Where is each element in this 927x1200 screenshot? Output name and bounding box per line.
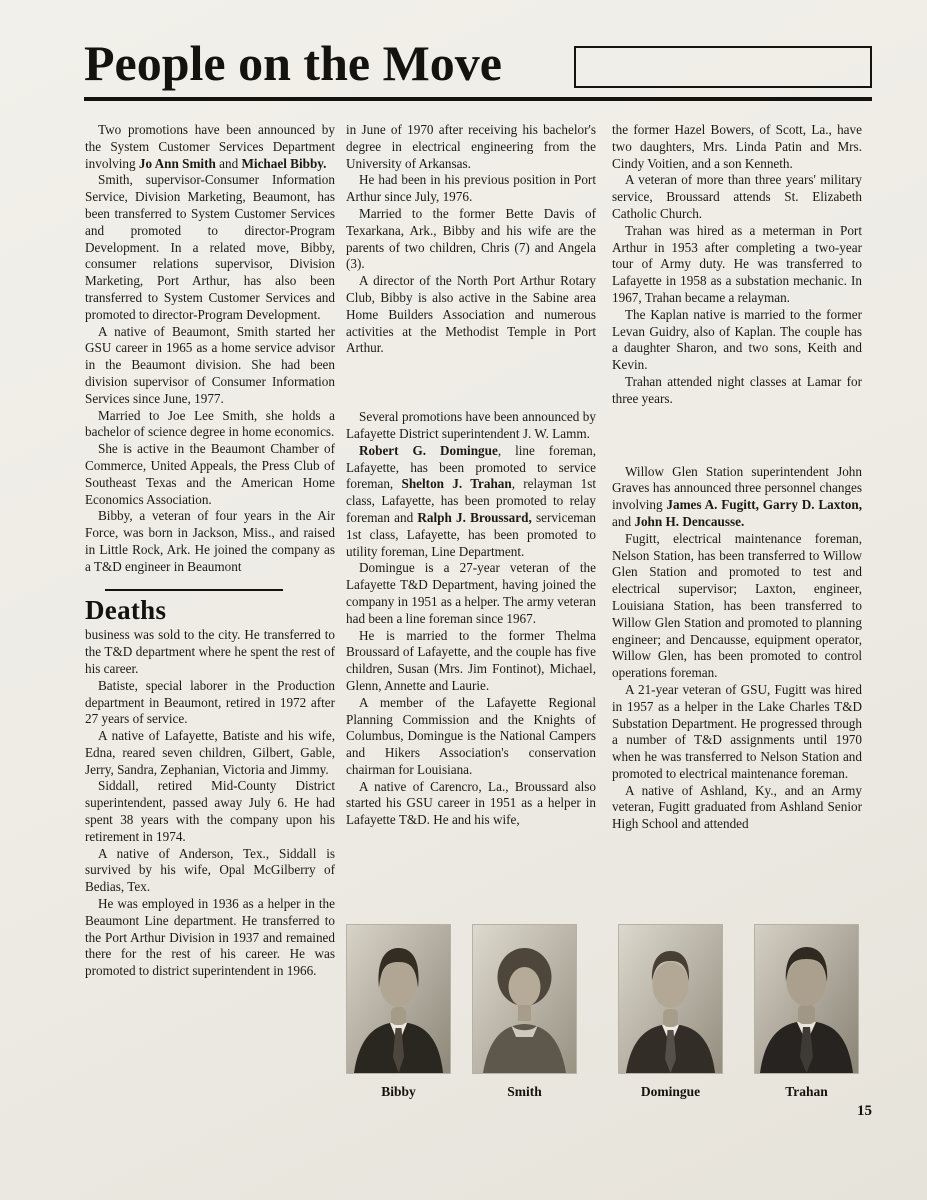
paragraph: Robert G. Domingue, line foreman, Lafayette, has been promoted to service foreman, Shelton J. Trahan, relayman 1st class, Lafayette, has been promoted to relay foreman and Ralph J. Broussard, serviceman 1st class, Lafayette, has been promoted to utility foreman, Line Department. <box>346 442 596 559</box>
paragraph: A native of Beaumont, Smith started her GSU career in 1965 as a home service advisor in the Beaumont division. She had been division supervisor of Consumer Information Services since June, 1977. <box>85 323 335 406</box>
page-number: 15 <box>857 1103 872 1119</box>
paragraph: The Kaplan native is married to the former Levan Guidry, also of Kaplan. The couple has a daughter Sharon, and two sons, Keith and Kevin. <box>612 306 862 373</box>
photo-domingue <box>619 925 722 1100</box>
masthead-rule <box>84 97 872 101</box>
photo-caption-domingue: Domingue <box>640 1084 701 1099</box>
paragraph: A native of Carencro, La., Broussard also started his GSU career in 1951 as a helper in Lafayette T&D. He and his wife, <box>346 778 596 828</box>
paragraph: business was sold to the city. He transferred to the T&D department where he spent the rest of his career. <box>85 627 335 676</box>
column-spacer <box>612 408 862 464</box>
paragraph: She is active in the Beaumont Chamber of Commerce, United Appeals, the Press Club of Southeast Texas and the American Home Economics Association. <box>85 441 335 507</box>
paragraph: in June of 1970 after receiving his bachelor's degree in electrical engineering from the University of Arkansas. <box>346 122 596 171</box>
paragraph: Batiste, special laborer in the Production department in Beaumont, retired in 1972 after 27 years of service. <box>85 677 335 727</box>
paragraph: Domingue is a 27-year veteran of the Lafayette T&D Department, having joined the company in 1951 as a helper. The army veteran had been a line foreman since 1967. <box>346 560 596 626</box>
paragraph: Married to Joe Lee Smith, she holds a bachelor of science degree in home economics. <box>85 407 335 440</box>
paragraph: Fugitt, electrical maintenance foreman, Nelson Station, has been transferred to Willow Glen Station and promoted to test and electrical supervisor; Laxton, engineer, Louisiana Station, has been transferred to Willow Glen Station and promoted to planning engineer; and Dencausse, equipment operator, Willow Glen, has been promoted to control operations foreman. <box>612 530 862 681</box>
paragraph: A native of Lafayette, Batiste and his wife, Edna, reared seven children, Gilbert, Gable, Jerry, Sandra, Zephanian, Victoria and Jimmy. <box>85 728 335 777</box>
paragraph: Willow Glen Station superintendent John Graves has announced three personnel changes involving James A. Fugitt, Garry D. Laxton, and John H. Dencausse. <box>612 463 862 529</box>
photo-caption-trahan: Trahan <box>785 1084 828 1099</box>
portrait-smith-image <box>473 925 576 1073</box>
paragraph: He was employed in 1936 as a helper in the Beaumont Line department. He transferred to the Port Arthur Division in 1937 and remained there for the rest of his career. He was promoted to district superintendent in 1966. <box>85 896 335 979</box>
deaths-heading: Deaths <box>85 594 167 625</box>
paragraph: Trahan attended night classes at Lamar for three years. <box>612 373 862 406</box>
section-divider <box>105 589 283 591</box>
photo-caption-bibby: Bibby <box>381 1084 416 1099</box>
paragraph: A veteran of more than three years' military service, Broussard attends St. Elizabeth Catholic Church. <box>612 172 862 221</box>
portrait-bibby-image <box>347 925 450 1073</box>
portrait-domingue-image <box>619 925 722 1073</box>
paragraph: Siddall, retired Mid-County District superintendent, passed away July 6. He had spent 38 years with the company upon his retirement in 1974. <box>85 778 335 844</box>
page-title: People on the Move <box>84 35 502 91</box>
portrait-trahan-image <box>755 925 858 1073</box>
paragraph: A member of the Lafayette Regional Planning Commission and the Knights of Columbus, Domingue is the National Campers and Hikers Association's conservation chairman for Louisiana. <box>346 694 596 777</box>
paragraph: A native of Ashland, Ky., and an Army veteran, Fugitt graduated from Ashland Senior High School and attended <box>612 782 862 832</box>
text-column-1 <box>85 122 335 980</box>
paragraph: Married to the former Bette Davis of Texarkana, Ark., Bibby and his wife are the parents of two children, Chris (7) and Angela (3). <box>346 205 596 272</box>
paragraph: A 21-year veteran of GSU, Fugitt was hired in 1957 as a helper in the Lake Charles T&D Substation Department. He progressed through a number of T&D assignments until 1970 when he was transferred to Nelson Station and promoted to electrical maintenance foreman. <box>612 681 862 781</box>
paragraph: the former Hazel Bowers, of Scott, La., have two daughters, Mrs. Linda Patin and Mrs. Cindy Voitien, and a son Kenneth. <box>612 122 862 171</box>
paragraph: Bibby, a veteran of four years in the Air Force, was born in Jackson, Miss., and raised in Little Rock, Ark. He joined the company as a T&D engineer in Beaumont <box>85 508 335 574</box>
paragraph: He is married to the former Thelma Broussard of Lafayette, and the couple has five children, Susan (Mrs. Jim Fontinot), Michael, Glenn, Annette and Laurie. <box>346 627 596 693</box>
photo-bibby <box>347 925 450 1100</box>
column-spacer <box>346 357 596 409</box>
paragraph: Smith, supervisor-Consumer Information Service, Division Marketing, Beaumont, has been transferred to System Customer Services and promoted to director-Program Development. In a related move, Bibby, consumer relations supervisor, Division Marketing, Port Arthur, has also been transferred to System Customer Services and promoted to director-Program Development. <box>85 172 335 322</box>
photo-trahan <box>755 925 858 1100</box>
text-column-2 <box>346 122 596 829</box>
paragraph: A native of Anderson, Tex., Siddall is survived by his wife, Opal McGilberry of Bedias, Tex. <box>85 845 335 895</box>
photo-caption-smith: Smith <box>507 1084 542 1099</box>
paragraph: A director of the North Port Arthur Rotary Club, Bibby is also active in the Sabine area Home Builders Association and numerous activities at the Methodist Temple in Port Arthur. <box>346 273 596 356</box>
paragraph: Two promotions have been announced by the System Customer Services Department involving Jo Ann Smith and Michael Bibby. <box>85 122 335 171</box>
paragraph: Trahan was hired as a meterman in Port Arthur in 1953 after completing a two-year tour of Army duty. He was transferred to Lafayette in 1958 as a substation mechanic. In 1967, Trahan became a relayman. <box>612 222 862 305</box>
text-column-3 <box>612 122 862 833</box>
paragraph: Several promotions have been announced by Lafayette District superintendent J. W. Lamm. <box>346 409 596 441</box>
masthead-box <box>574 46 872 88</box>
paragraph: He had been in his previous position in Port Arthur since July, 1976. <box>346 172 596 205</box>
photo-smith <box>473 925 576 1100</box>
